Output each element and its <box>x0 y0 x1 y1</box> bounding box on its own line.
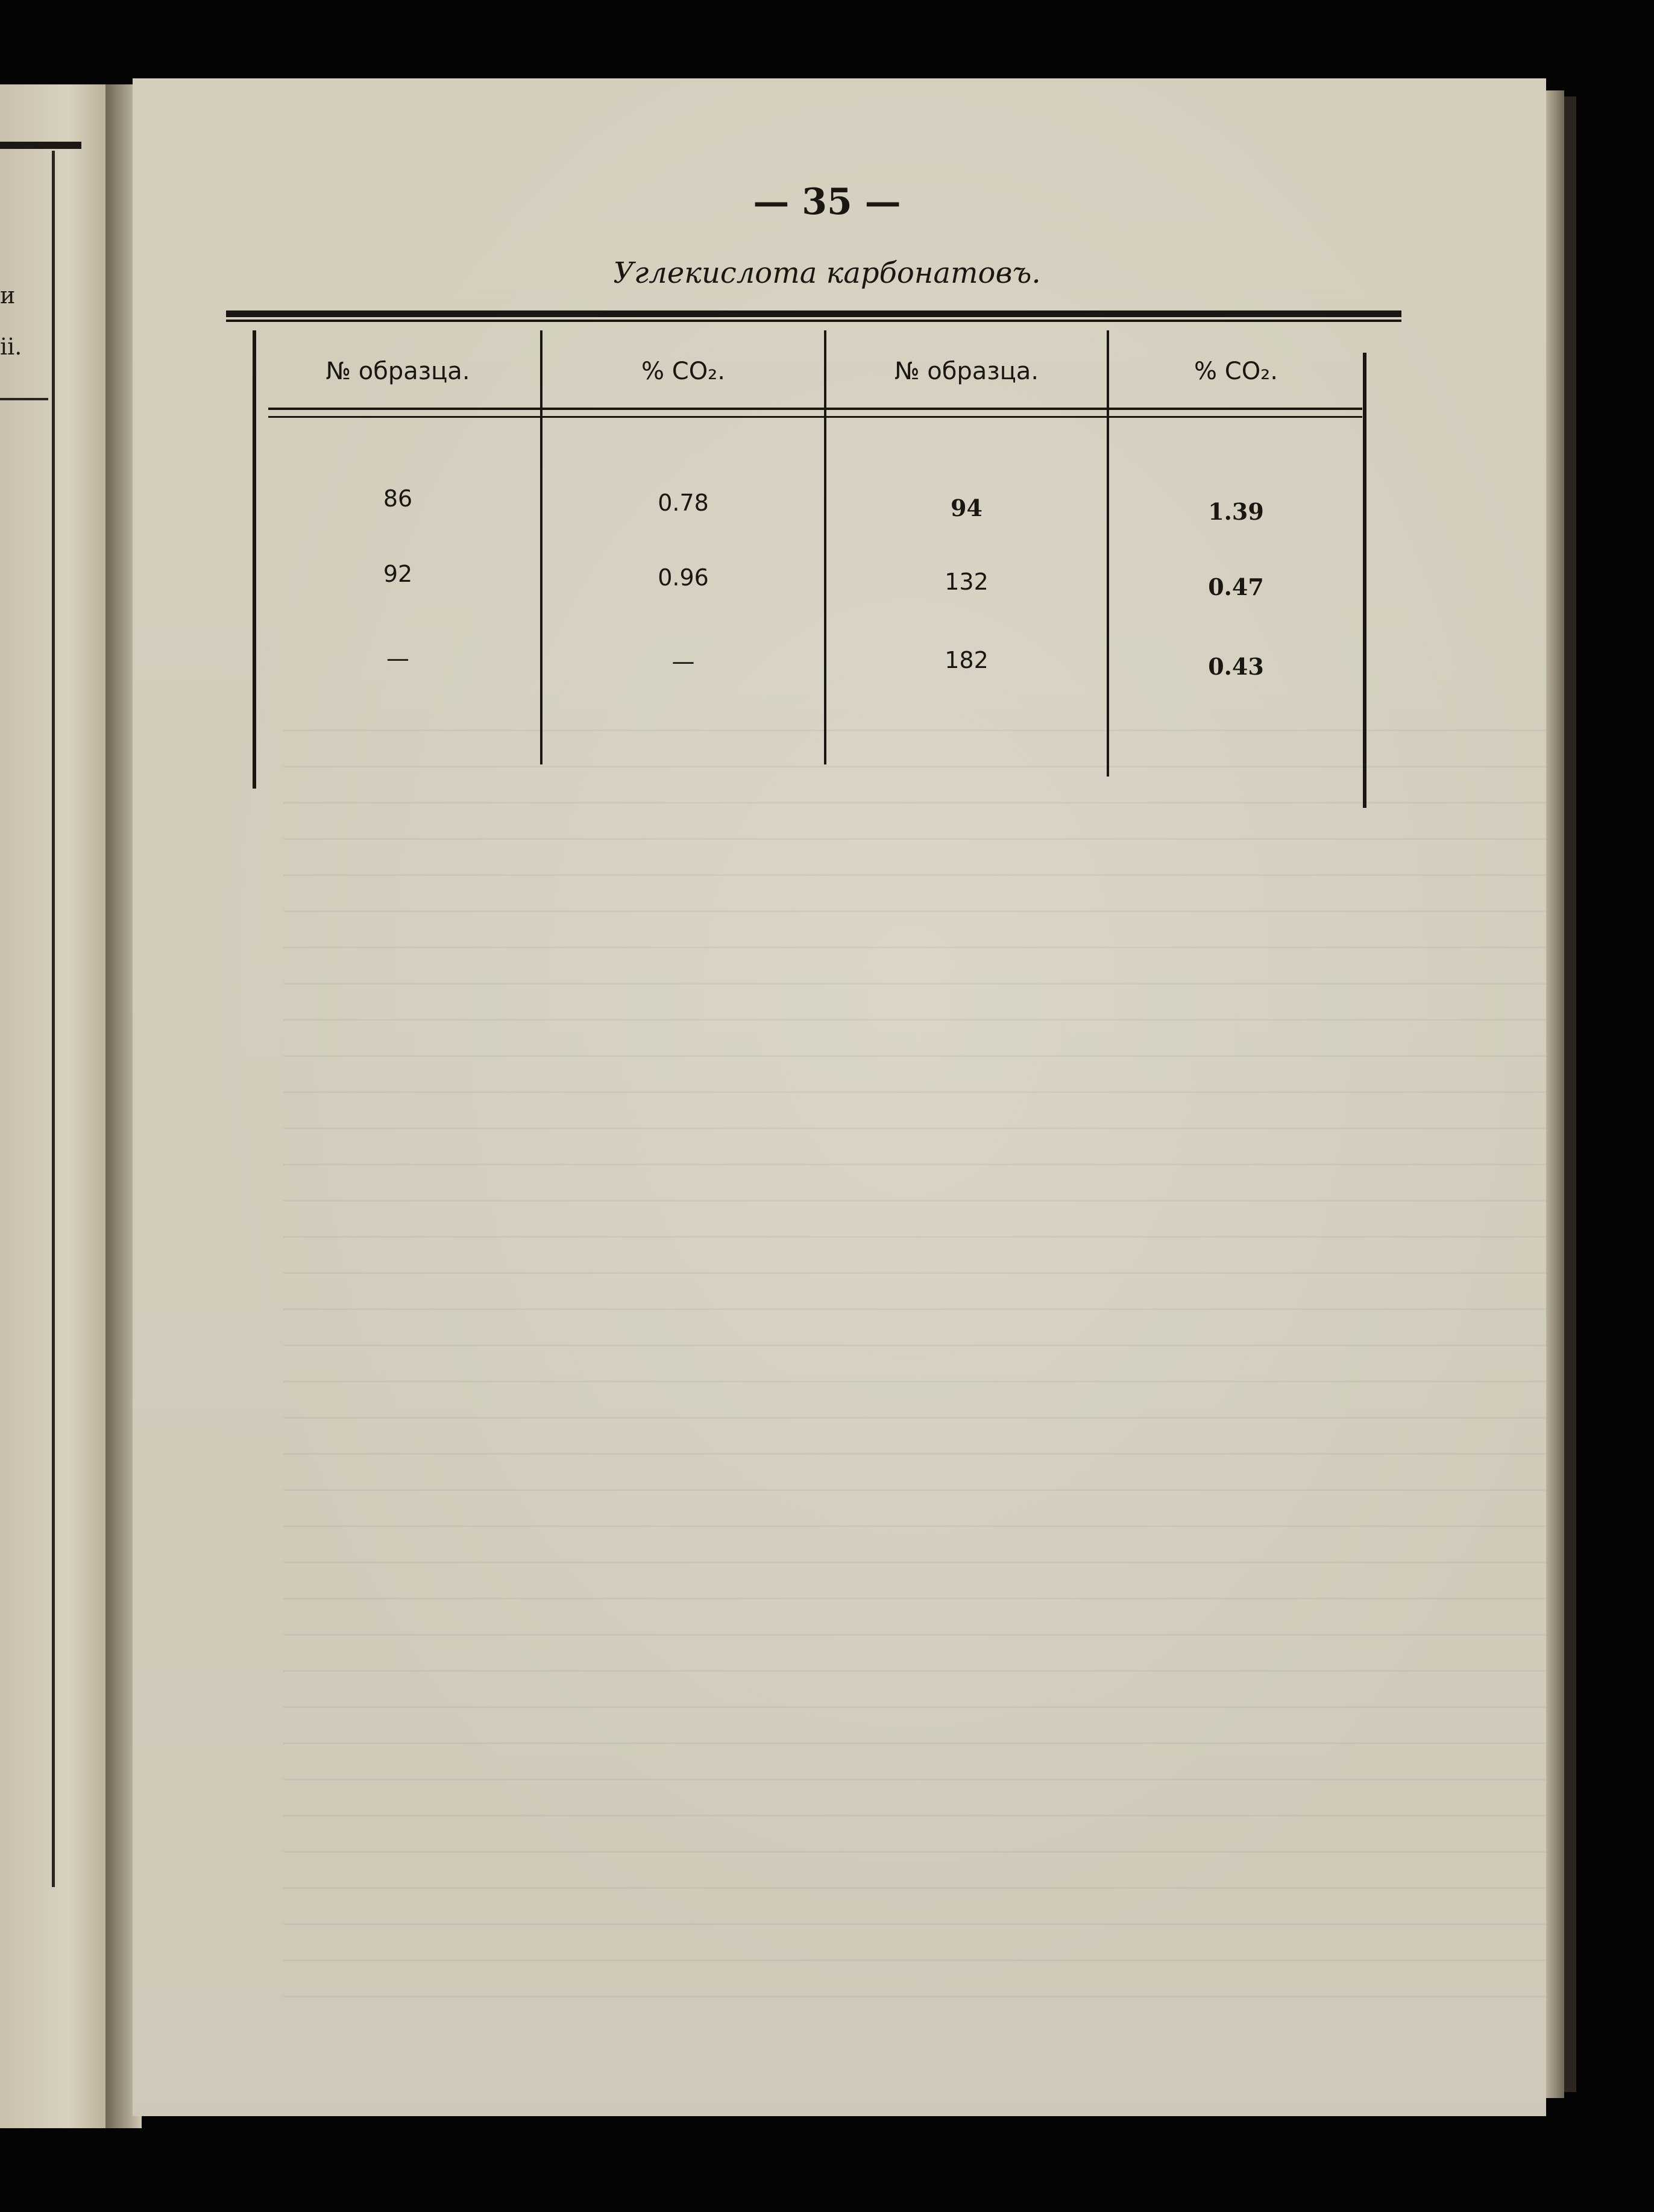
header-sample-no-2: № образца. <box>894 358 1039 385</box>
cell-r2-sample-1: 92 <box>383 561 413 587</box>
table-right-border <box>1363 353 1366 808</box>
cell-r1-sample-2: 94 <box>951 494 983 521</box>
header-co2-1: % CO₂. <box>641 358 725 385</box>
cell-r2-co2-1: 0.96 <box>658 564 709 591</box>
table-title: Углекислота карбонатовъ. <box>613 256 1041 290</box>
table-column-divider-1 <box>540 330 542 764</box>
cell-r1-co2-1: 0.78 <box>658 490 709 516</box>
page-number: — 35 — <box>753 181 901 223</box>
table-column-divider-2 <box>824 330 826 764</box>
left-page-text-2: ii. <box>0 333 22 360</box>
header-bottom-rule <box>268 408 1362 410</box>
header-sample-no-1: № образца. <box>325 358 470 385</box>
cell-r3-co2-2: 0.43 <box>1208 653 1264 680</box>
cell-r3-sample-1: — <box>386 645 409 672</box>
header-co2-2: % CO₂. <box>1194 358 1278 385</box>
table-column-divider-3 <box>1107 330 1109 777</box>
table-left-border <box>253 330 256 789</box>
cell-r3-sample-2: 182 <box>945 647 989 673</box>
cell-r3-co2-1: — <box>671 648 695 675</box>
cell-r2-sample-2: 132 <box>945 569 989 595</box>
cell-r1-sample-1: 86 <box>383 485 413 512</box>
cell-r1-co2-2: 1.39 <box>1208 498 1264 525</box>
header-bottom-rule-thin <box>268 416 1362 418</box>
cell-r2-co2-2: 0.47 <box>1208 573 1264 600</box>
left-page-text-1: и <box>0 282 16 309</box>
